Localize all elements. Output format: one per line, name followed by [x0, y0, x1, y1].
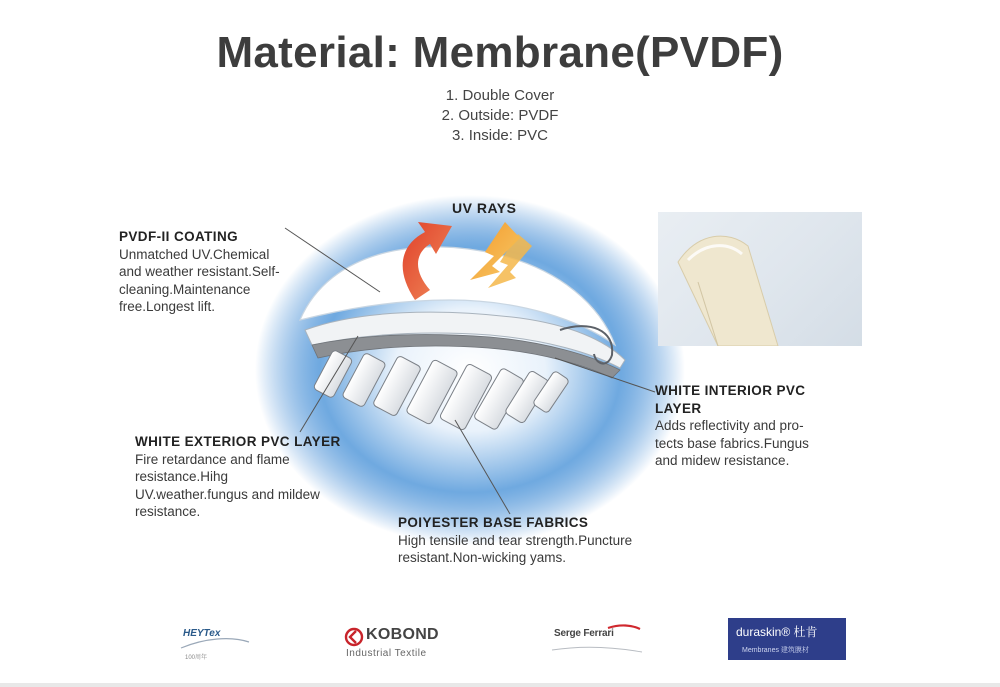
callout-line: resistance. — [135, 504, 201, 519]
membrane-sample-illustration — [658, 212, 862, 346]
callout-heading: PVDF-II COATING — [119, 229, 238, 244]
callout-heading: LAYER — [655, 400, 702, 416]
serge-ferrari-logo — [548, 620, 648, 664]
kobond-logo — [344, 624, 464, 664]
pvdf-coating-callout — [119, 228, 319, 316]
callout-line: Fire retardance and flame — [135, 451, 290, 467]
callout-heading: POIYESTER BASE FABRICS — [398, 515, 589, 530]
heytex-tagline: 100周年 — [185, 655, 208, 661]
callout-line: and weather resistant.Self- — [119, 264, 280, 279]
callout-line: resistant.Non-wicking yams. — [398, 550, 567, 565]
callout-line: and midew resistance. — [655, 453, 790, 468]
kobond-tagline: Industrial Textile — [346, 648, 427, 659]
callout-line: Adds reflectivity and pro- — [655, 418, 804, 433]
membrane-sample-photo — [658, 212, 862, 346]
spec-item: 1. Double Cover — [445, 87, 555, 104]
duraskin-tagline: Membranes 建筑膜材 — [742, 647, 809, 654]
kobond-logo-text: KOBOND — [366, 626, 439, 643]
uv-rays-label: UV RAYS — [452, 200, 517, 216]
duraskin-logo — [728, 618, 846, 660]
exterior-pvc-callout — [135, 433, 395, 521]
kobond-mark-icon — [344, 626, 364, 648]
heytex-logo-text: HEYTex — [183, 628, 221, 639]
serge-ferrari-logo-text: Serge Ferrari — [554, 628, 614, 639]
callout-line: resistance.Hihg — [135, 469, 229, 484]
callout-line: UV.weather.fungus and mildew — [135, 486, 320, 502]
spec-item: 2. Outside: PVDF — [441, 107, 559, 124]
callout-line: cleaning.Maintenance — [119, 281, 251, 297]
polyester-fabric-callout — [398, 514, 708, 567]
spec-item: 3. Inside: PVC — [452, 127, 548, 144]
callout-line: Unmatched UV.Chemical — [119, 246, 270, 262]
callout-heading: WHITE EXTERIOR PVC LAYER — [135, 434, 341, 449]
callout-line: High tensile and tear strength.Puncture — [398, 532, 633, 548]
interior-pvc-callout — [655, 382, 855, 470]
callout-heading: WHITE INTERIOR PVC — [655, 383, 806, 398]
duraskin-logo-text: duraskin® 杜肯 — [736, 625, 818, 639]
callout-line: tects base fabrics.Fungus — [655, 435, 809, 451]
serge-ferrari-swoosh-icon — [548, 620, 648, 664]
callout-line: free.Longest lift. — [119, 299, 216, 314]
page-title: Material: Membrane(PVDF) — [216, 28, 784, 77]
heytex-logo — [175, 622, 255, 666]
